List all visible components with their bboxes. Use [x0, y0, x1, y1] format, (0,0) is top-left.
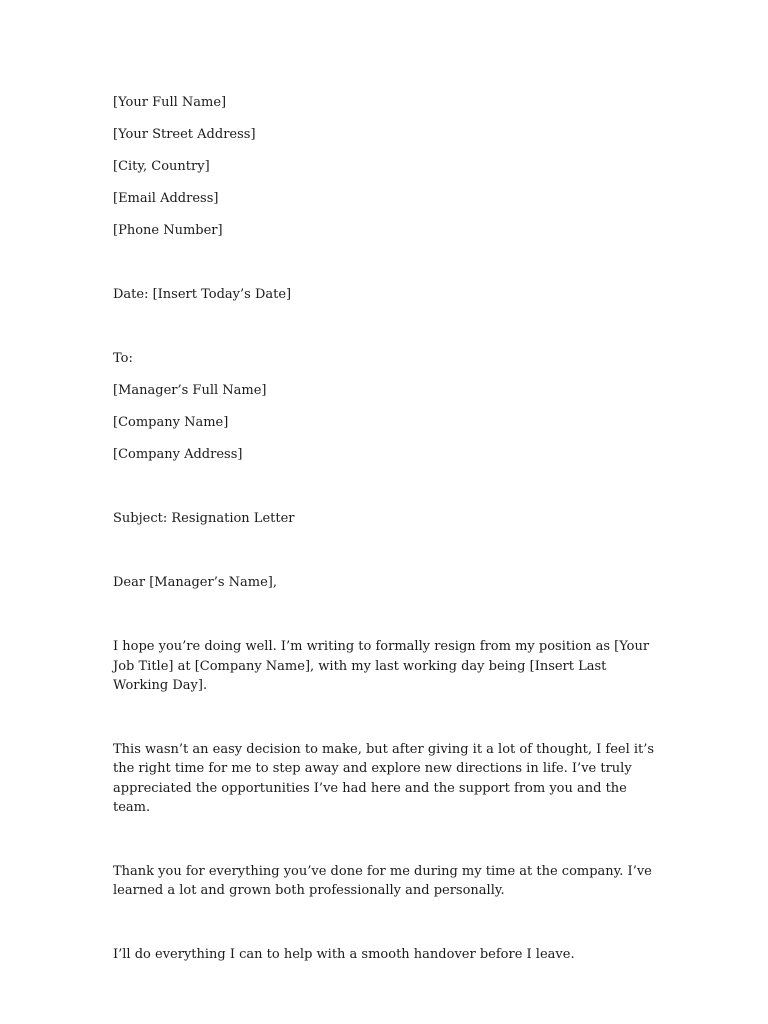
- recipient-company-address: [Company Address]: [113, 447, 243, 462]
- body-paragraph: I hope you’re doing well. I’m writing to formally resign from my position as [Your Job Title] at [Company Name], with my last working day being [Insert Last Working Day].: [113, 639, 650, 693]
- recipient-company-name: [Company Name]: [113, 415, 229, 430]
- date-line: Date: [Insert Today’s Date]: [113, 287, 292, 302]
- recipient-manager-name: [Manager’s Full Name]: [113, 383, 267, 398]
- sender-email: [Email Address]: [113, 191, 219, 206]
- recipient-block: [113, 349, 658, 464]
- body-paragraph: This wasn’t an easy decision to make, but after giving it a lot of thought, I feel it’s the right time for me to step away and explore new directions in life. I’ve truly appreciated the opportunities I’ve had here and the support from you and the team.: [113, 741, 655, 815]
- body-paragraph: Thank you for everything you’ve done for me during my time at the company. I’ve learned a lot and grown both professionally and personally.: [113, 863, 652, 898]
- sender-phone: [Phone Number]: [113, 223, 223, 238]
- sender-street: [Your Street Address]: [113, 127, 256, 142]
- sender-full-name: [Your Full Name]: [113, 95, 227, 110]
- salutation: Dear [Manager’s Name],: [113, 575, 277, 590]
- to-label: To:: [113, 351, 133, 366]
- letter-body: [113, 93, 658, 964]
- sender-city-country: [City, Country]: [113, 159, 210, 174]
- sender-address-block: [113, 93, 658, 240]
- body-paragraph: I’ll do everything I can to help with a smooth handover before I leave.: [113, 946, 575, 962]
- subject-line: Subject: Resignation Letter: [113, 511, 295, 526]
